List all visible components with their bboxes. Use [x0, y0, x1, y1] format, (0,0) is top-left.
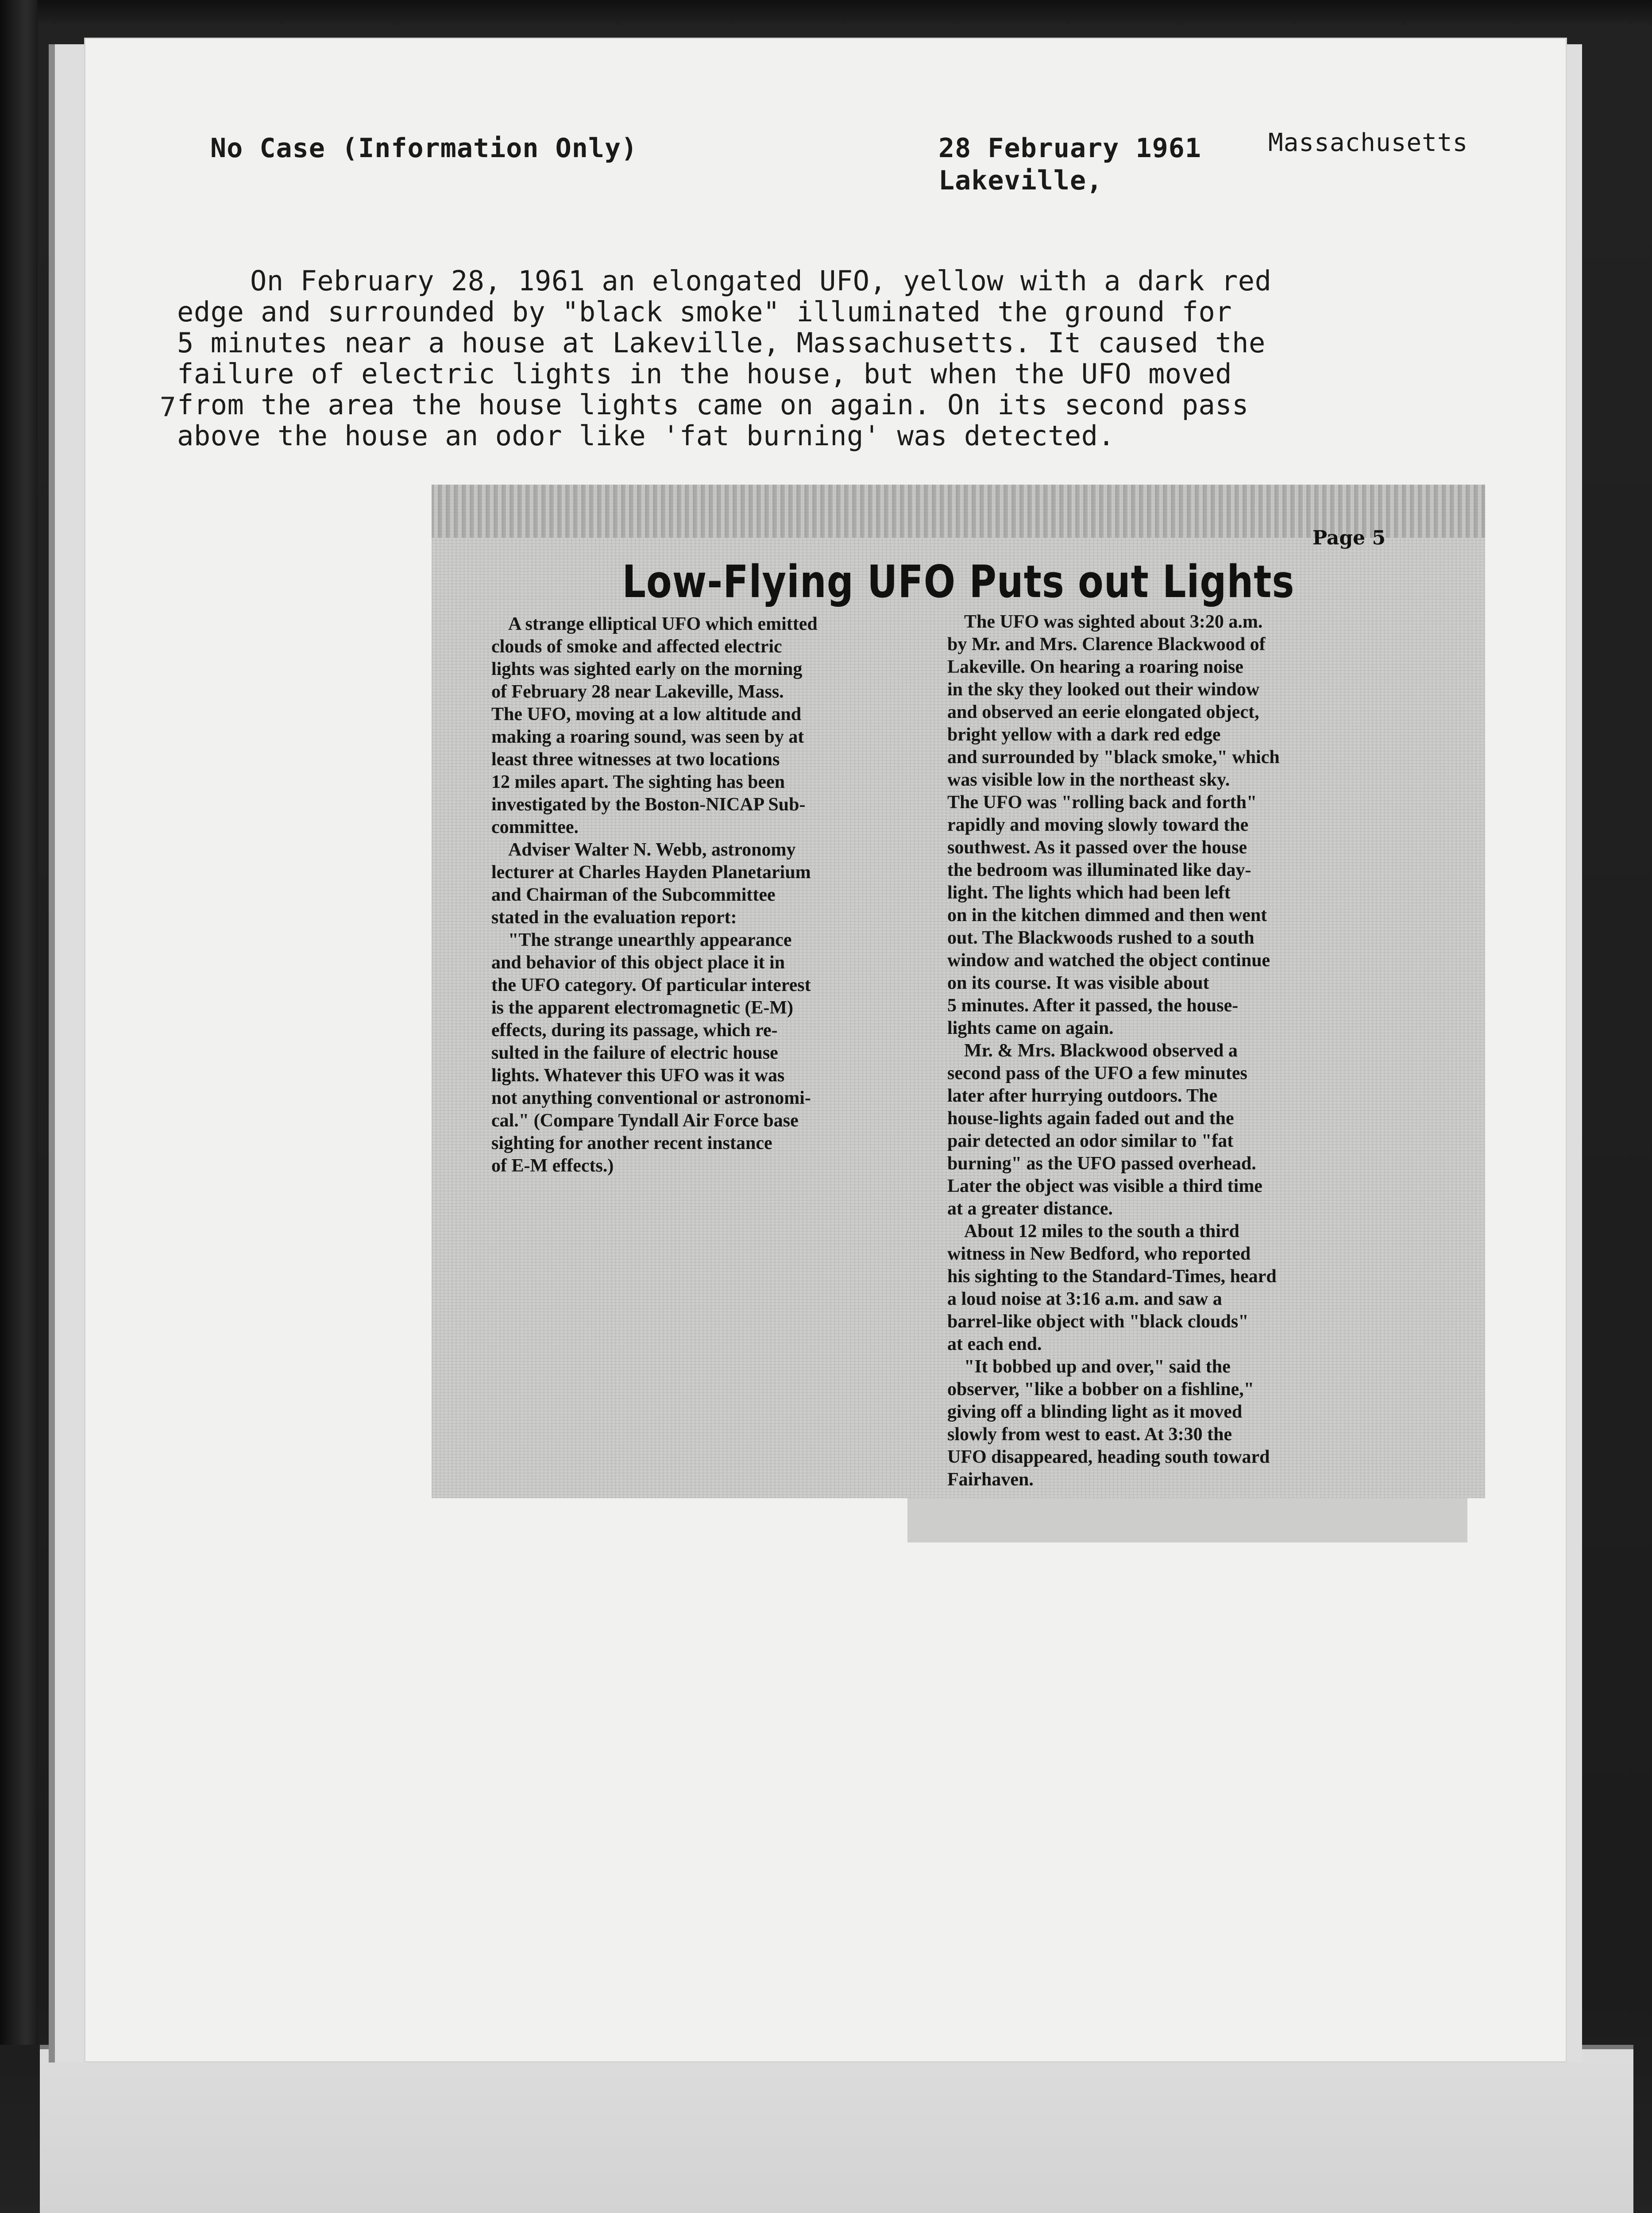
- memo-line: 5 minutes near a house at Lakeville, Massachusetts. It caused the: [177, 327, 1266, 359]
- clipping-text-line: bright yellow with a dark red edge: [947, 725, 1221, 745]
- clipping-text-line: sighting for another recent instance: [491, 1133, 772, 1153]
- clipping-text-line: slowly from west to east. At 3:30 the: [947, 1424, 1232, 1445]
- clipping-left-column: [491, 613, 916, 1177]
- clipping-text-line: a loud noise at 3:16 a.m. and saw a: [947, 1289, 1222, 1309]
- clipping-text-line: "It bobbed up and over," said the: [964, 1357, 1231, 1377]
- clipping-text-line: light. The lights which had been left: [947, 883, 1231, 903]
- clipping-text-line: lights came on again.: [947, 1018, 1114, 1038]
- clipping-text-line: observer, "like a bobber on a fishline,": [947, 1379, 1254, 1400]
- clipping-text-line: of E-M effects.): [491, 1156, 614, 1176]
- clipping-text-line: Adviser Walter N. Webb, astronomy: [508, 840, 796, 860]
- clipping-text-line: 5 minutes. After it passed, the house-: [947, 995, 1239, 1016]
- clipping-text-line: making a roaring sound, was seen by at: [491, 727, 804, 747]
- clipping-text-line: least three witnesses at two locations: [491, 749, 780, 770]
- clipping-text-line: is the apparent electromagnetic (E-M): [491, 998, 793, 1018]
- clipping-text-line: witness in New Bedford, who reported: [947, 1244, 1251, 1264]
- clipping-text-line: The UFO, moving at a low altitude and: [491, 704, 802, 725]
- clipping-text-line: Fairhaven.: [947, 1469, 1034, 1490]
- report-location: Lakeville,: [938, 165, 1103, 196]
- clipping-text-line: A strange elliptical UFO which emitted: [508, 614, 818, 634]
- underlying-sheet: [40, 2045, 1633, 2213]
- clipping-text-line: lecturer at Charles Hayden Planetarium: [491, 862, 811, 883]
- document-page: [84, 38, 1567, 2063]
- clipping-text-line: investigated by the Boston-NICAP Sub-: [491, 794, 806, 815]
- clipping-text-line: effects, during its passage, which re-: [491, 1020, 778, 1041]
- memo-line: from the area the house lights came on again. On its second pass: [177, 389, 1249, 421]
- clipping-text-line: later after hurrying outdoors. The: [947, 1086, 1218, 1106]
- clipping-text-line: pair detected an odor similar to "fat: [947, 1131, 1234, 1151]
- clipping-text-line: by Mr. and Mrs. Clarence Blackwood of: [947, 634, 1266, 655]
- clipping-text-line: rapidly and moving slowly toward the: [947, 815, 1249, 835]
- clipping-text-line: at a greater distance.: [947, 1199, 1113, 1219]
- clipping-text-line: on in the kitchen dimmed and then went: [947, 905, 1267, 925]
- clipping-text-line: Later the object was visible a third time: [947, 1176, 1262, 1196]
- clipping-text-line: his sighting to the Standard-Times, heard: [947, 1266, 1277, 1287]
- clipping-text-line: and Chairman of the Subcommittee: [491, 885, 776, 905]
- report-date: 28 February 1961: [938, 133, 1201, 164]
- clipping-text-line: southwest. As it passed over the house: [947, 837, 1247, 858]
- clipping-text-line: "The strange unearthly appearance: [508, 930, 792, 950]
- clipping-text-line: out. The Blackwoods rushed to a south: [947, 928, 1254, 948]
- clipping-headline: Low-Flying UFO Puts out Lights: [622, 555, 1295, 608]
- clipping-column-extension: [907, 1498, 1467, 1542]
- clipping-text-line: in the sky they looked out their window: [947, 679, 1260, 700]
- clipping-text-line: Lakeville. On hearing a roaring noise: [947, 657, 1243, 677]
- clipping-text-line: committee.: [491, 817, 579, 837]
- clipping-text-line: of February 28 near Lakeville, Mass.: [491, 682, 784, 702]
- clipping-text-line: not anything conventional or astronomi-: [491, 1088, 811, 1108]
- clipping-text-line: window and watched the object continue: [947, 950, 1270, 971]
- clipping-text-line: and surrounded by "black smoke," which: [947, 747, 1280, 767]
- clipping-text-line: lights. Whatever this UFO was it was: [491, 1065, 785, 1086]
- report-state: Massachusetts: [1268, 128, 1468, 157]
- clipping-text-line: second pass of the UFO a few minutes: [947, 1063, 1247, 1083]
- newspaper-clipping: [432, 485, 1485, 1498]
- clipping-text-line: clouds of smoke and affected electric: [491, 636, 782, 657]
- clipping-text-line: was visible low in the northeast sky.: [947, 770, 1230, 790]
- memo-line: edge and surrounded by "black smoke" illuminated the ground for: [177, 296, 1232, 328]
- clipping-text-line: burning" as the UFO passed overhead.: [947, 1153, 1256, 1174]
- clipping-text-line: Mr. & Mrs. Blackwood observed a: [964, 1041, 1238, 1061]
- clipping-text-line: stated in the evaluation report:: [491, 907, 737, 928]
- memo-paragraph: [177, 266, 1412, 451]
- margin-mark: 7: [159, 392, 177, 423]
- clipping-text-line: sulted in the failure of electric house: [491, 1043, 778, 1063]
- clipping-text-line: the bedroom was illuminated like day-: [947, 860, 1251, 880]
- clipping-text-line: giving off a blinding light as it moved: [947, 1402, 1243, 1422]
- memo-line: above the house an odor like 'fat burning' was detected.: [177, 420, 1115, 452]
- clipping-text-line: About 12 miles to the south a third: [964, 1221, 1239, 1241]
- case-label: No Case (Information Only): [210, 133, 638, 164]
- clipping-text-line: barrel-like object with "black clouds": [947, 1311, 1249, 1332]
- clipping-text-line: 12 miles apart. The sighting has been: [491, 772, 785, 792]
- clipping-text-line: and behavior of this object place it in: [491, 952, 785, 973]
- clipping-text-line: lights was sighted early on the morning: [491, 659, 803, 679]
- clipping-text-line: the UFO category. Of particular interest: [491, 975, 811, 995]
- clipping-text-line: The UFO was "rolling back and forth": [947, 792, 1257, 813]
- clipping-text-line: cal." (Compare Tyndall Air Force base: [491, 1110, 799, 1131]
- clipping-text-line: on its course. It was visible about: [947, 973, 1209, 993]
- clipping-text-line: The UFO was sighted about 3:20 a.m.: [964, 612, 1263, 632]
- clipping-text-line: house-lights again faded out and the: [947, 1108, 1234, 1129]
- clipping-text-line: at each end.: [947, 1334, 1042, 1354]
- memo-line: failure of electric lights in the house, but when the UFO moved: [177, 358, 1232, 390]
- clipping-right-column: [947, 611, 1461, 1491]
- clipping-text-line: and observed an eerie elongated object,: [947, 702, 1259, 722]
- clipping-text-line: UFO disappeared, heading south toward: [947, 1447, 1270, 1467]
- clipping-page-number: Page 5: [1312, 527, 1386, 549]
- film-edge: [0, 0, 38, 2045]
- memo-line: On February 28, 1961 an elongated UFO, yellow with a dark red: [250, 265, 1272, 297]
